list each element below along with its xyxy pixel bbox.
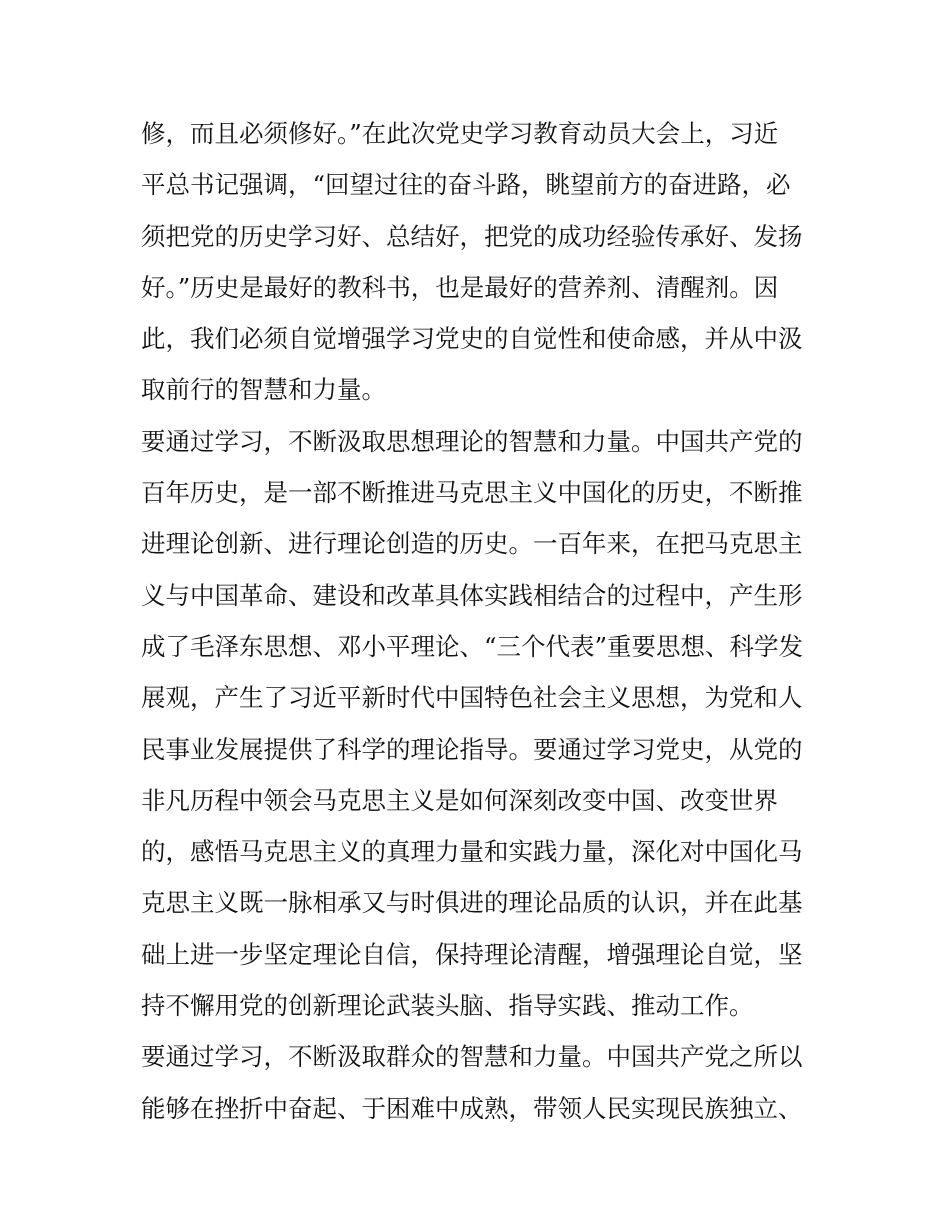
text-line: 义与中国革命、建设和改革具体实践相结合的过程中，产生形 xyxy=(141,580,803,610)
text-line: 须把党的历史学习好、总结好，把党的成功经验传承好、发扬 xyxy=(141,221,803,251)
text-line: 础上进一步坚定理论自信，保持理论清醒，增强理论自觉，坚 xyxy=(141,939,803,969)
text-line: 克思主义既一脉相承又与时俱进的理论品质的认识，并在此基 xyxy=(141,888,803,918)
text-line: 百年历史，是一部不断推进马克思主义中国化的历史，不断推 xyxy=(141,478,803,508)
text-line: 能够在挫折中奋起、于困难中成熟，带领人民实现民族独立、 xyxy=(141,1093,803,1123)
text-line: 成了毛泽东思想、邓小平理论、“三个代表”重要思想、科学发 xyxy=(141,631,804,661)
text-line: 进理论创新、进行理论创造的历史。一百年来，在把马克思主 xyxy=(141,529,803,559)
text-line: 要通过学习，不断汲取群众的智慧和力量。中国共产党之所以 xyxy=(141,1042,803,1072)
text-line: 修，而且必须修好。”在此次党史学习教育动员大会上，习近 xyxy=(141,119,779,148)
text-line: 要通过学习，不断汲取思想理论的智慧和力量。中国共产党的 xyxy=(141,426,803,456)
text-line: 平总书记强调，“回望过往的奋斗路，眺望前方的奋进路，必 xyxy=(141,170,791,200)
text-line: 民事业发展提供了科学的理论指导。要通过学习党史，从党的 xyxy=(141,734,803,764)
body-text xyxy=(141,108,821,1134)
text-line: 取前行的智慧和力量。 xyxy=(141,375,386,405)
text-line: 持不懈用党的创新理论武装头脑、指导实践、推动工作。 xyxy=(141,991,754,1021)
text-line: 此，我们必须自觉增强学习党史的自觉性和使命感，并从中汲 xyxy=(141,324,803,354)
text-line: 非凡历程中领会马克思主义是如何深刻改变中国、改变世界 xyxy=(141,785,778,815)
text-line: 好。”历史是最好的教科书，也是最好的营养剂、清醒剂。因 xyxy=(141,272,779,302)
text-line: 的，感悟马克思主义的真理力量和实践力量，深化对中国化马 xyxy=(141,837,803,867)
text-line: 展观，产生了习近平新时代中国特色社会主义思想，为党和人 xyxy=(141,683,803,713)
